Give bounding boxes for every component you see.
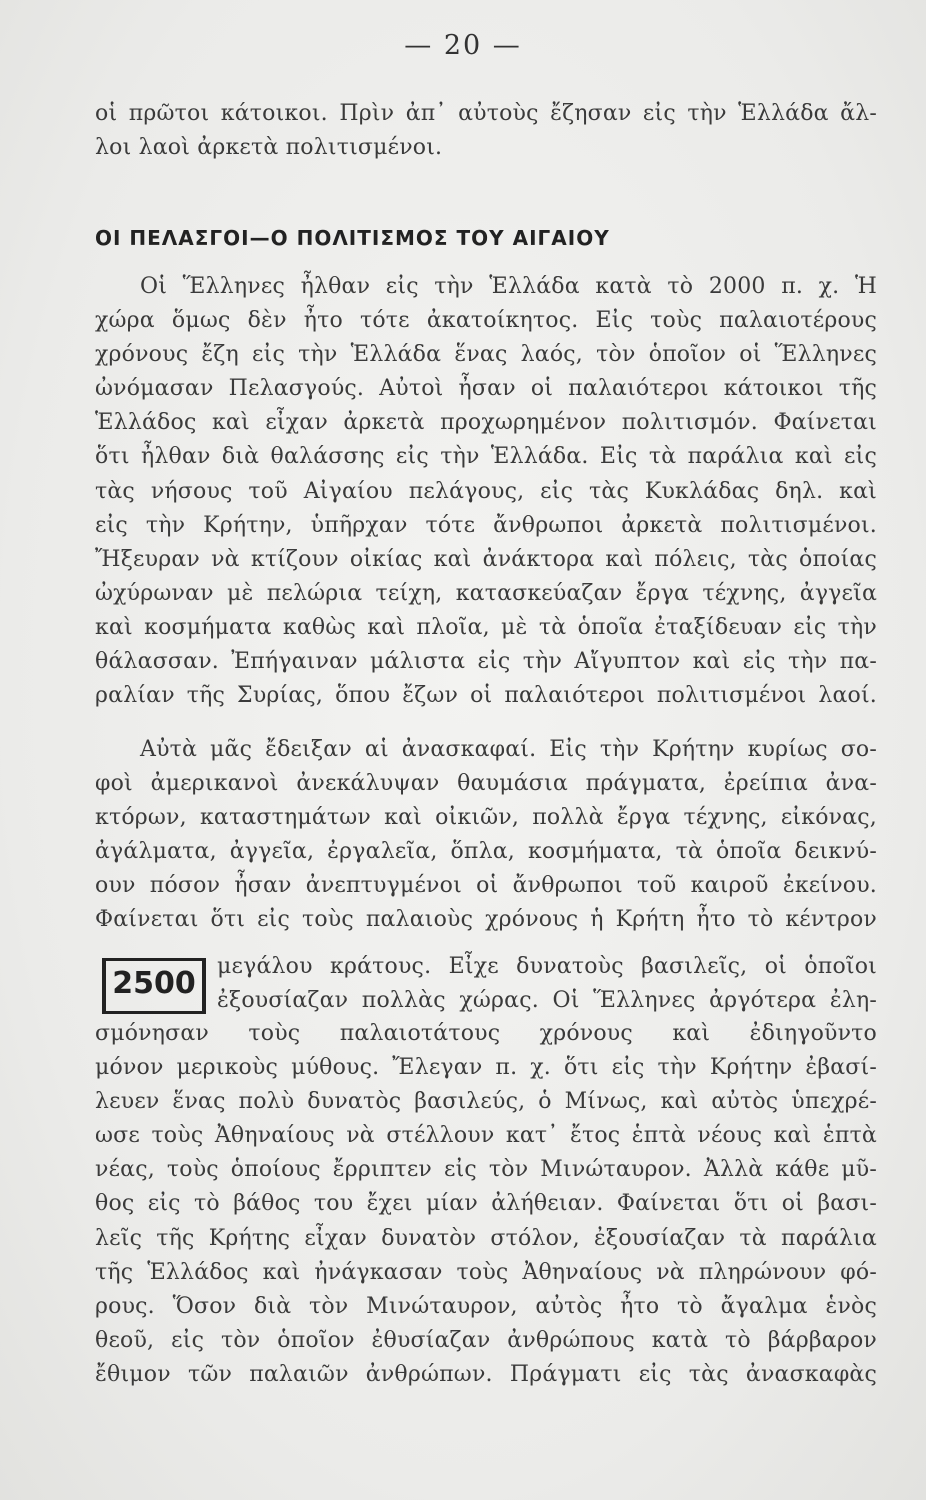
text-line: Αὐτὰ μᾶς ἔδειξαν αἱ ἀνασκαφαί. Εἰς τὴν Κρήτην κυρίως σο- [140,737,877,762]
paragraph-pelasgians [95,270,877,713]
text-line: ωσε τοὺς Ἀθηναίους νὰ στέλλουν κατ᾽ ἔτος ἑπτὰ νέους καὶ ἑπτὰ [95,1123,877,1149]
paragraph-excavations [95,733,877,938]
text-line: ἔθιμον τῶν παλαιῶν ἀνθρώπων. Πράγματι εἰς τὰς ἀνασκαφὰς [95,1361,877,1387]
text-line: λευεν ἕνας πολὺ δυνατὸς βασιλεύς, ὁ Μίνως, καὶ αὐτὸς ὑπεχρέ- [95,1089,877,1115]
text-line: ἀγάλματα, ἀγγεῖα, ἐργαλεῖα, ὅπλα, κοσμήματα, τὰ ὁποῖα δεικνύ- [95,839,877,865]
text-line: Ἤξευραν νὰ κτίζουν οἰκίας καὶ ἀνάκτορα καὶ πόλεις, τὰς ὁποίας [95,546,877,572]
text-line: φοὶ ἀμερικανοὶ ἀνεκάλυψαν θαυμάσια πράγματα, ἐρείπια ἀνα- [95,771,877,797]
text-line: θάλασσαν. Ἐπήγαιναν μάλιστα εἰς τὴν Αἴγυπτον καὶ εἰς τὴν πα- [95,649,877,675]
text-line: λεῖς τῆς Κρήτης εἶχαν δυνατὸν στόλον, ἐξουσίαζαν τὰ παράλια [95,1225,877,1251]
section-heading: ΟΙ ΠΕΛΑΣΓΟΙ—Ο ΠΟΛΙΤΙΣΜΟΣ ΤΟΥ ΑΙΓΑΙΟΥ [95,226,610,250]
text-line: ὠχύρωναν μὲ πελώρια τείχη, κατασκεύαζαν ἔργα τέχνης, ἀγγεῖα [95,580,877,606]
text-line: χώρα ὅμως δὲν ἦτο τότε ἀκατοίκητος. Εἰς τοὺς παλαιοτέρους [95,308,877,334]
date-marker [102,958,206,1014]
text-line: Φαίνεται ὅτι εἰς τοὺς παλαιοὺς χρόνους ἡ Κρήτη ἦτο τὸ κέντρον [95,907,877,933]
text-line: θεοῦ, εἰς τὸν ὁποῖον ἐθυσίαζαν ἀνθρώπους κατὰ τὸ βάρβαρον [95,1327,877,1353]
page-number: — 20 — [404,30,522,61]
paragraph-beside-marker [217,950,877,1018]
text-line: οἱ πρῶτοι κάτοικοι. Πρὶν ἀπ᾽ αὐτοὺς ἔζησαν εἰς τὴν Ἑλλάδα ἄλ- [95,101,877,126]
text-line: κτόρων, καταστημάτων καὶ οἰκιῶν, πολλὰ ἔργα τέχνης, εἰκόνας, [95,805,877,831]
text-line: Ἑλλάδος καὶ εἶχαν ἀρκετὰ προχωρημένον πολιτισμόν. Φαίνεται [95,410,877,436]
text-line: σμόνησαν τοὺς παλαιοτάτους χρόνους καὶ ἐδιηγοῦντο [95,1021,877,1046]
text-line: μόνον μερικοὺς μύθους. Ἔλεγαν π. χ. ὅτι εἰς τὴν Κρήτην ἐβασί- [95,1055,877,1081]
text-line: μεγάλου κράτους. Εἶχε δυνατοὺς βασιλεῖς, οἱ ὁποῖοι [217,954,877,979]
text-line: Οἱ Ἕλληνες ἦλθαν εἰς τὴν Ἑλλάδα κατὰ τὸ 2000 π. χ. Ἡ [140,274,877,299]
text-line: ὅτι ἦλθαν διὰ θαλάσσης εἰς τὴν Ἑλλάδα. Εἰς τὰ παράλια καὶ εἰς [95,444,877,470]
text-line: ὠνόμασαν Πελασγούς. Αὐτοὶ ἦσαν οἱ παλαιότεροι κάτοικοι τῆς [95,376,877,402]
text-line: ἐξουσίαζαν πολλὰς χώρας. Οἱ Ἕλληνες ἀργότερα ἐλη- [217,988,877,1014]
text-line: ραλίαν τῆς Συρίας, ὅπου ἔζων οἱ παλαιότεροι πολιτισμένοι λαοί. [95,683,877,709]
date-marker-value: 2500 [112,966,196,1001]
paragraph-minos [95,1017,877,1392]
text-line: καὶ κοσμήματα καθὼς καὶ πλοῖα, μὲ τὰ ὁποῖα ἐταξίδευαν εἰς τὴν [95,614,877,640]
intro-paragraph [95,97,877,165]
text-line: ουν πόσον ἦσαν ἀνεπτυγμένοι οἱ ἄνθρωποι τοῦ καιροῦ ἐκείνου. [95,873,877,899]
text-line: τὰς νήσους τοῦ Αἰγαίου πελάγους, εἰς τὰς Κυκλάδας δηλ. καὶ [95,478,877,504]
text-line: ρους. Ὅσον διὰ τὸν Μινώταυρον, αὐτὸς ἦτο τὸ ἄγαλμα ἑνὸς [95,1293,877,1319]
text-line: θος εἰς τὸ βάθος του ἔχει μίαν ἀλήθειαν. Φαίνεται ὅτι οἱ βασι- [95,1191,877,1217]
text-line: εἰς τὴν Κρήτην, ὑπῆρχαν τότε ἄνθρωποι ἀρκετὰ πολιτισμένοι. [95,512,877,538]
text-line: τῆς Ἑλλάδος καὶ ἠνάγκασαν τοὺς Ἀθηναίους νὰ πληρώνουν φό- [95,1259,877,1285]
text-line: χρόνους ἔζη εἰς τὴν Ἑλλάδα ἕνας λαός, τὸν ὁποῖον οἱ Ἕλληνες [95,342,877,368]
text-line: νέας, τοὺς ὁποίους ἔρριπτεν εἰς τὸν Μινώταυρον. Ἀλλὰ κάθε μῦ- [95,1157,877,1183]
text-line: λοι λαοὶ ἀρκετὰ πολιτισμένοι. [95,135,443,161]
